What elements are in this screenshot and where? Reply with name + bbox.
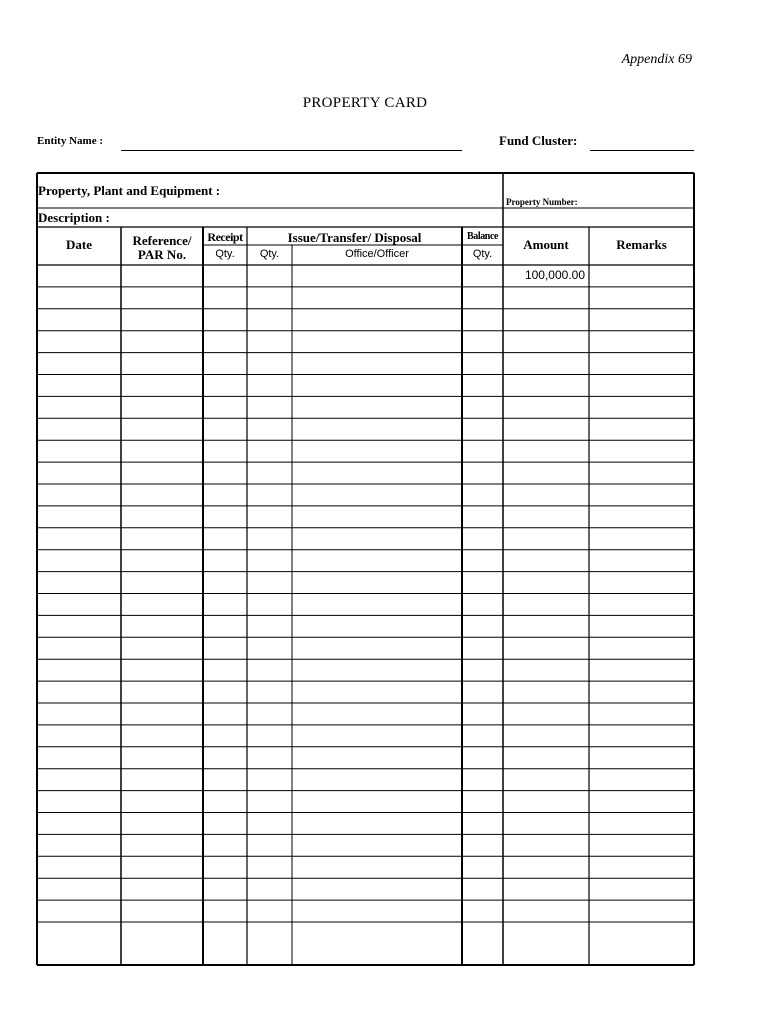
cell-remarks[interactable]	[589, 618, 690, 636]
cell-amount[interactable]	[503, 290, 585, 308]
cell-amount[interactable]	[503, 618, 585, 636]
cell-balance-qty[interactable]	[462, 728, 499, 746]
cell-receipt-qty[interactable]	[203, 597, 243, 615]
cell-amount[interactable]	[503, 421, 585, 439]
cell-date[interactable]	[37, 903, 117, 921]
cell-issue-qty[interactable]	[247, 334, 288, 352]
col-receipt-qty: Qty.	[215, 248, 235, 260]
cell-issue-qty[interactable]	[247, 706, 288, 724]
entity-name-label: Entity Name :	[37, 135, 103, 147]
cell-office-officer[interactable]	[292, 684, 458, 702]
cell-receipt-qty[interactable]	[203, 662, 243, 680]
cell-reference[interactable]	[121, 837, 199, 855]
cell-remarks[interactable]	[589, 859, 690, 877]
cell-balance-qty[interactable]	[462, 684, 499, 702]
cell-office-officer[interactable]	[292, 706, 458, 724]
description-label: Description :	[38, 210, 110, 225]
cell-date[interactable]	[37, 312, 117, 330]
cell-date[interactable]	[37, 575, 117, 593]
cell-date[interactable]	[37, 378, 117, 396]
col-balance-qty: Qty.	[472, 248, 493, 260]
cell-receipt-qty[interactable]	[203, 290, 243, 308]
cell-amount[interactable]	[503, 750, 585, 768]
cell-office-officer[interactable]	[292, 903, 458, 921]
cell-reference[interactable]	[121, 531, 199, 549]
cell-balance-qty[interactable]	[462, 487, 499, 505]
cell-issue-qty[interactable]	[247, 312, 288, 330]
cell-reference[interactable]	[121, 706, 199, 724]
cell-amount[interactable]	[503, 881, 585, 899]
cell-issue-qty[interactable]	[247, 640, 288, 658]
cell-date[interactable]	[37, 421, 117, 439]
cell-office-officer[interactable]	[292, 290, 458, 308]
cell-office-officer[interactable]	[292, 268, 458, 286]
cell-office-officer[interactable]	[292, 772, 458, 790]
cell-remarks[interactable]	[589, 640, 690, 658]
col-amount: Amount	[523, 237, 569, 252]
cell-remarks[interactable]	[589, 421, 690, 439]
cell-issue-qty[interactable]	[247, 881, 288, 899]
cell-issue-qty[interactable]	[247, 684, 288, 702]
cell-balance-qty[interactable]	[462, 531, 499, 549]
col-office-officer: Office/Officer	[345, 248, 409, 260]
cell-balance-qty[interactable]	[462, 837, 499, 855]
cell-balance-qty[interactable]	[462, 465, 499, 483]
cell-date[interactable]	[37, 925, 117, 943]
cell-reference[interactable]	[121, 290, 199, 308]
cell-amount[interactable]	[503, 706, 585, 724]
cell-receipt-qty[interactable]	[203, 772, 243, 790]
cell-reference[interactable]	[121, 356, 199, 374]
cell-date[interactable]	[37, 794, 117, 812]
cell-date[interactable]	[37, 750, 117, 768]
cell-remarks[interactable]	[589, 794, 690, 812]
cell-date[interactable]	[37, 728, 117, 746]
cell-remarks[interactable]	[589, 881, 690, 899]
cell-reference[interactable]	[121, 399, 199, 417]
cell-office-officer[interactable]	[292, 859, 458, 877]
cell-amount[interactable]	[503, 399, 585, 417]
cell-receipt-qty[interactable]	[203, 312, 243, 330]
cell-amount[interactable]	[503, 553, 585, 571]
cell-remarks[interactable]	[589, 312, 690, 330]
fund-cluster-label: Fund Cluster:	[499, 133, 578, 148]
cell-balance-qty[interactable]	[462, 772, 499, 790]
cell-date[interactable]	[37, 859, 117, 877]
cell-balance-qty[interactable]	[462, 553, 499, 571]
cell-balance-qty[interactable]	[462, 859, 499, 877]
cell-date[interactable]	[37, 531, 117, 549]
cell-issue-qty[interactable]	[247, 750, 288, 768]
cell-remarks[interactable]	[589, 575, 690, 593]
cell-amount[interactable]	[503, 640, 585, 658]
cell-issue-qty[interactable]	[247, 597, 288, 615]
cell-reference[interactable]	[121, 684, 199, 702]
cell-date[interactable]	[37, 509, 117, 527]
cell-office-officer[interactable]	[292, 618, 458, 636]
cell-remarks[interactable]	[589, 684, 690, 702]
cell-issue-qty[interactable]	[247, 356, 288, 374]
cell-date[interactable]	[37, 816, 117, 834]
col-balance: Balance	[466, 231, 499, 242]
cell-remarks[interactable]	[589, 772, 690, 790]
cell-issue-qty[interactable]	[247, 268, 288, 286]
cell-reference[interactable]	[121, 816, 199, 834]
cell-office-officer[interactable]	[292, 925, 458, 943]
cell-issue-qty[interactable]	[247, 290, 288, 308]
cell-receipt-qty[interactable]	[203, 334, 243, 352]
cell-office-officer[interactable]	[292, 553, 458, 571]
cell-office-officer[interactable]	[292, 662, 458, 680]
cell-amount[interactable]	[503, 509, 585, 527]
cell-balance-qty[interactable]	[462, 794, 499, 812]
cell-issue-qty[interactable]	[247, 421, 288, 439]
col-date: Date	[66, 237, 92, 252]
cell-issue-qty[interactable]	[247, 816, 288, 834]
cell-reference[interactable]	[121, 597, 199, 615]
cell-date[interactable]	[37, 597, 117, 615]
cell-balance-qty[interactable]	[462, 421, 499, 439]
cell-reference[interactable]	[121, 794, 199, 812]
cell-amount[interactable]	[503, 728, 585, 746]
cell-issue-qty[interactable]	[247, 925, 288, 943]
cell-office-officer[interactable]	[292, 356, 458, 374]
cell-balance-qty[interactable]	[462, 443, 499, 461]
cell-reference[interactable]	[121, 618, 199, 636]
col-reference-line1: Reference/	[132, 233, 192, 248]
cell-remarks[interactable]	[589, 925, 690, 943]
cell-remarks[interactable]	[589, 662, 690, 680]
cell-balance-qty[interactable]	[462, 334, 499, 352]
cell-office-officer[interactable]	[292, 443, 458, 461]
cell-balance-qty[interactable]	[462, 816, 499, 834]
cell-balance-qty[interactable]	[462, 268, 499, 286]
cell-balance-qty[interactable]	[462, 903, 499, 921]
cell-office-officer[interactable]	[292, 531, 458, 549]
cell-date[interactable]	[37, 487, 117, 505]
cell-issue-qty[interactable]	[247, 443, 288, 461]
cell-issue-qty[interactable]	[247, 487, 288, 505]
cell-date[interactable]	[37, 443, 117, 461]
cell-issue-qty[interactable]	[247, 903, 288, 921]
cell-balance-qty[interactable]	[462, 509, 499, 527]
col-reference-line2: PAR No.	[137, 247, 187, 262]
cell-receipt-qty[interactable]	[203, 925, 243, 943]
cell-amount[interactable]	[503, 575, 585, 593]
page-title: PROPERTY CARD	[302, 95, 428, 111]
cell-issue-qty[interactable]	[247, 575, 288, 593]
cell-amount[interactable]	[503, 487, 585, 505]
cell-date[interactable]	[37, 399, 117, 417]
cell-amount[interactable]	[503, 772, 585, 790]
cell-amount[interactable]	[503, 597, 585, 615]
cell-balance-qty[interactable]	[462, 618, 499, 636]
cell-reference[interactable]	[121, 334, 199, 352]
cell-amount[interactable]	[503, 531, 585, 549]
cell-amount[interactable]	[503, 465, 585, 483]
cell-remarks[interactable]	[589, 531, 690, 549]
cell-receipt-qty[interactable]	[203, 443, 243, 461]
cell-receipt-qty[interactable]	[203, 816, 243, 834]
cell-receipt-qty[interactable]	[203, 728, 243, 746]
cell-office-officer[interactable]	[292, 465, 458, 483]
cell-date[interactable]	[37, 553, 117, 571]
cell-issue-qty[interactable]	[247, 794, 288, 812]
cell-balance-qty[interactable]	[462, 925, 499, 943]
col-issue-qty: Qty.	[259, 248, 280, 260]
cell-reference[interactable]	[121, 881, 199, 899]
cell-office-officer[interactable]	[292, 334, 458, 352]
cell-remarks[interactable]	[589, 750, 690, 768]
cell-issue-qty[interactable]	[247, 465, 288, 483]
cell-balance-qty[interactable]	[462, 750, 499, 768]
cell-date[interactable]	[37, 640, 117, 658]
cell-reference[interactable]	[121, 750, 199, 768]
cell-reference[interactable]	[121, 640, 199, 658]
cell-office-officer[interactable]	[292, 487, 458, 505]
cell-amount[interactable]	[503, 859, 585, 877]
cell-issue-qty[interactable]	[247, 509, 288, 527]
cell-amount[interactable]	[503, 816, 585, 834]
cell-date[interactable]	[37, 334, 117, 352]
cell-amount[interactable]	[503, 903, 585, 921]
cell-amount[interactable]	[503, 662, 585, 680]
cell-receipt-qty[interactable]	[203, 378, 243, 396]
cell-remarks[interactable]	[589, 290, 690, 308]
cell-reference[interactable]	[121, 728, 199, 746]
col-issue-transfer-disposal: Issue/Transfer/ Disposal	[287, 230, 422, 245]
cell-balance-qty[interactable]	[462, 356, 499, 374]
cell-issue-qty[interactable]	[247, 859, 288, 877]
cell-date[interactable]	[37, 465, 117, 483]
cell-date[interactable]	[37, 684, 117, 702]
cell-receipt-qty[interactable]	[203, 553, 243, 571]
cell-balance-qty[interactable]	[462, 378, 499, 396]
cell-balance-qty[interactable]	[462, 706, 499, 724]
cell-remarks[interactable]	[589, 553, 690, 571]
cell-remarks[interactable]	[589, 443, 690, 461]
cell-date[interactable]	[37, 662, 117, 680]
cell-remarks[interactable]	[589, 356, 690, 374]
cell-issue-qty[interactable]	[247, 531, 288, 549]
cell-office-officer[interactable]	[292, 837, 458, 855]
cell-office-officer[interactable]	[292, 794, 458, 812]
cell-date[interactable]	[37, 837, 117, 855]
cell-remarks[interactable]	[589, 903, 690, 921]
cell-issue-qty[interactable]	[247, 553, 288, 571]
cell-balance-qty[interactable]	[462, 662, 499, 680]
cell-receipt-qty[interactable]	[203, 421, 243, 439]
property-number-label: Property Number:	[506, 197, 578, 207]
cell-issue-qty[interactable]	[247, 772, 288, 790]
cell-remarks[interactable]	[589, 268, 690, 286]
cell-amount[interactable]	[503, 312, 585, 330]
cell-amount[interactable]	[503, 684, 585, 702]
cell-remarks[interactable]	[589, 334, 690, 352]
cell-reference[interactable]	[121, 509, 199, 527]
cell-receipt-qty[interactable]	[203, 399, 243, 417]
cell-reference[interactable]	[121, 903, 199, 921]
cell-office-officer[interactable]	[292, 421, 458, 439]
cell-reference[interactable]	[121, 772, 199, 790]
cell-remarks[interactable]	[589, 509, 690, 527]
cell-amount[interactable]	[503, 356, 585, 374]
cell-amount[interactable]	[503, 443, 585, 461]
cell-office-officer[interactable]	[292, 750, 458, 768]
cell-remarks[interactable]	[589, 597, 690, 615]
cell-amount[interactable]	[503, 837, 585, 855]
cell-issue-qty[interactable]	[247, 662, 288, 680]
cell-remarks[interactable]	[589, 487, 690, 505]
cell-receipt-qty[interactable]	[203, 618, 243, 636]
cell-date[interactable]	[37, 881, 117, 899]
cell-reference[interactable]	[121, 312, 199, 330]
cell-office-officer[interactable]	[292, 399, 458, 417]
cell-remarks[interactable]	[589, 706, 690, 724]
cell-date[interactable]	[37, 618, 117, 636]
cell-reference[interactable]	[121, 465, 199, 483]
cell-receipt-qty[interactable]	[203, 465, 243, 483]
cell-issue-qty[interactable]	[247, 837, 288, 855]
cell-remarks[interactable]	[589, 837, 690, 855]
cell-issue-qty[interactable]	[247, 378, 288, 396]
cell-receipt-qty[interactable]	[203, 837, 243, 855]
cell-receipt-qty[interactable]	[203, 684, 243, 702]
cell-reference[interactable]	[121, 268, 199, 286]
cell-reference[interactable]	[121, 421, 199, 439]
cell-date[interactable]	[37, 706, 117, 724]
cell-balance-qty[interactable]	[462, 575, 499, 593]
cell-receipt-qty[interactable]	[203, 903, 243, 921]
col-remarks: Remarks	[616, 237, 667, 252]
cell-amount[interactable]: 100,000.00	[524, 268, 585, 282]
cell-issue-qty[interactable]	[247, 618, 288, 636]
cell-receipt-qty[interactable]	[203, 794, 243, 812]
cell-receipt-qty[interactable]	[203, 356, 243, 374]
cell-reference[interactable]	[121, 859, 199, 877]
cell-receipt-qty[interactable]	[203, 706, 243, 724]
cell-reference[interactable]	[121, 378, 199, 396]
cell-office-officer[interactable]	[292, 378, 458, 396]
cell-receipt-qty[interactable]	[203, 487, 243, 505]
cell-receipt-qty[interactable]	[203, 575, 243, 593]
cell-issue-qty[interactable]	[247, 399, 288, 417]
cell-remarks[interactable]	[589, 816, 690, 834]
cell-reference[interactable]	[121, 553, 199, 571]
cell-date[interactable]	[37, 268, 117, 286]
cell-receipt-qty[interactable]	[203, 859, 243, 877]
cell-balance-qty[interactable]	[462, 597, 499, 615]
cell-remarks[interactable]	[589, 399, 690, 417]
cell-receipt-qty[interactable]	[203, 268, 243, 286]
cell-receipt-qty[interactable]	[203, 750, 243, 768]
cell-reference[interactable]	[121, 925, 199, 943]
cell-reference[interactable]	[121, 443, 199, 461]
cell-office-officer[interactable]	[292, 728, 458, 746]
cell-balance-qty[interactable]	[462, 881, 499, 899]
cell-receipt-qty[interactable]	[203, 881, 243, 899]
cell-reference[interactable]	[121, 487, 199, 505]
cell-remarks[interactable]	[589, 378, 690, 396]
cell-balance-qty[interactable]	[462, 399, 499, 417]
cell-amount[interactable]	[503, 925, 585, 943]
cell-remarks[interactable]	[589, 465, 690, 483]
cell-receipt-qty[interactable]	[203, 509, 243, 527]
cell-date[interactable]	[37, 290, 117, 308]
cell-amount[interactable]	[503, 334, 585, 352]
cell-office-officer[interactable]	[292, 816, 458, 834]
cell-issue-qty[interactable]	[247, 728, 288, 746]
cell-date[interactable]	[37, 356, 117, 374]
cell-reference[interactable]	[121, 662, 199, 680]
ppe-label: Property, Plant and Equipment :	[38, 183, 221, 198]
cell-balance-qty[interactable]	[462, 640, 499, 658]
appendix-label: Appendix 69	[621, 52, 692, 67]
cell-amount[interactable]	[503, 378, 585, 396]
cell-receipt-qty[interactable]	[203, 531, 243, 549]
cell-receipt-qty[interactable]	[203, 640, 243, 658]
cell-office-officer[interactable]	[292, 575, 458, 593]
cell-balance-qty[interactable]	[462, 290, 499, 308]
cell-remarks[interactable]	[589, 728, 690, 746]
col-receipt: Receipt	[207, 230, 243, 244]
cell-amount[interactable]	[503, 794, 585, 812]
cell-office-officer[interactable]	[292, 640, 458, 658]
cell-office-officer[interactable]	[292, 509, 458, 527]
cell-balance-qty[interactable]	[462, 312, 499, 330]
cell-reference[interactable]	[121, 575, 199, 593]
cell-office-officer[interactable]	[292, 312, 458, 330]
cell-office-officer[interactable]	[292, 881, 458, 899]
cell-office-officer[interactable]	[292, 597, 458, 615]
cell-date[interactable]	[37, 772, 117, 790]
